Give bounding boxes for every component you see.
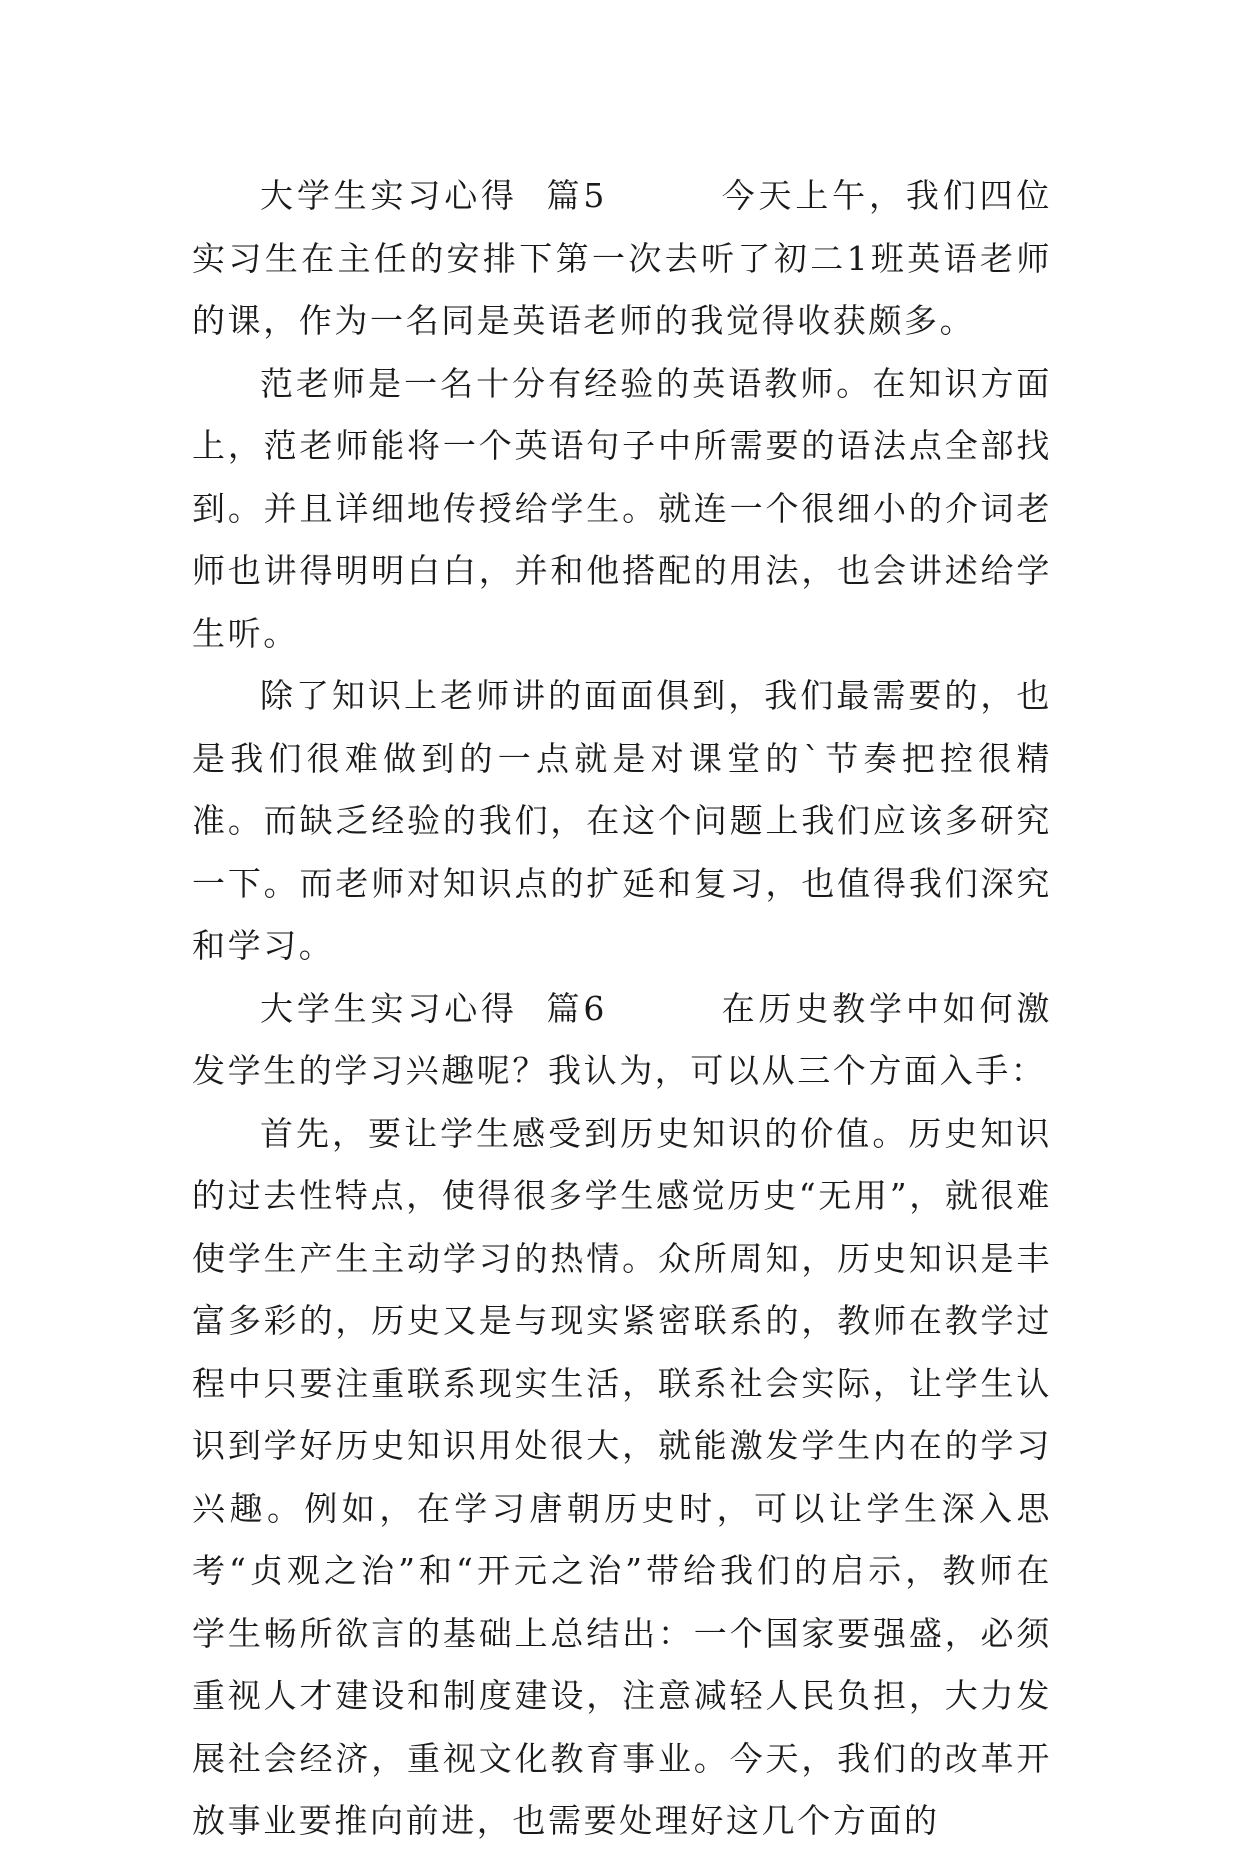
document-body (192, 165, 1052, 1853)
paragraph-value-of-history: 首先，要让学生感受到历史知识的价值。历史知识的过去性特点，使得很多学生感觉历史“无用”，就很难使学生产生主动学习的热情。众所周知，历史知识是丰富多彩的，历史又是与现实紧密联系的，教师在教学过程中只要注重联系现实生活，联系社会实际，让学生认识到学好历史知识用处很大，就能激发学生内在的学习兴趣。例如，在学习唐朝历史时，可以让学生深入思考“贞观之治”和“开元之治”带给我们的启示，教师在学生畅所欲言的基础上总结出：一个国家要强盛，必须重视人才建设和制度建设，注意减轻人民负担，大力发展社会经济，重视文化教育事业。今天，我们的改革开放事业要推向前进，也需要处理好这几个方面的 (192, 1113, 1052, 1840)
paragraph-internship-reflection-6-intro: 大学生实习心得 篇6 在历史教学中如何激发学生的学习兴趣呢？我认为，可以从三个方面入手： (192, 988, 1052, 1090)
paragraph-teacher-fan-knowledge: 范老师是一名十分有经验的英语教师。在知识方面上，范老师能将一个英语句子中所需要的语法点全部找到。并且详细地传授给学生。就连一个很细小的介词老师也讲得明明白白，并和他搭配的用法，也会讲述给学生听。 (192, 363, 1052, 653)
paragraph-internship-reflection-5-intro: 大学生实习心得 篇5 今天上午，我们四位实习生在主任的安排下第一次去听了初二1班英语老师的课，作为一名同是英语老师的我觉得收获颇多。 (192, 176, 1052, 340)
paragraph-classroom-rhythm: 除了知识上老师讲的面面俱到，我们最需要的，也是我们很难做到的一点就是对课堂的`节奏把控很精准。而缺乏经验的我们，在这个问题上我们应该多研究一下。而老师对知识点的扩延和复习，也值得我们深究和学习。 (192, 676, 1052, 965)
